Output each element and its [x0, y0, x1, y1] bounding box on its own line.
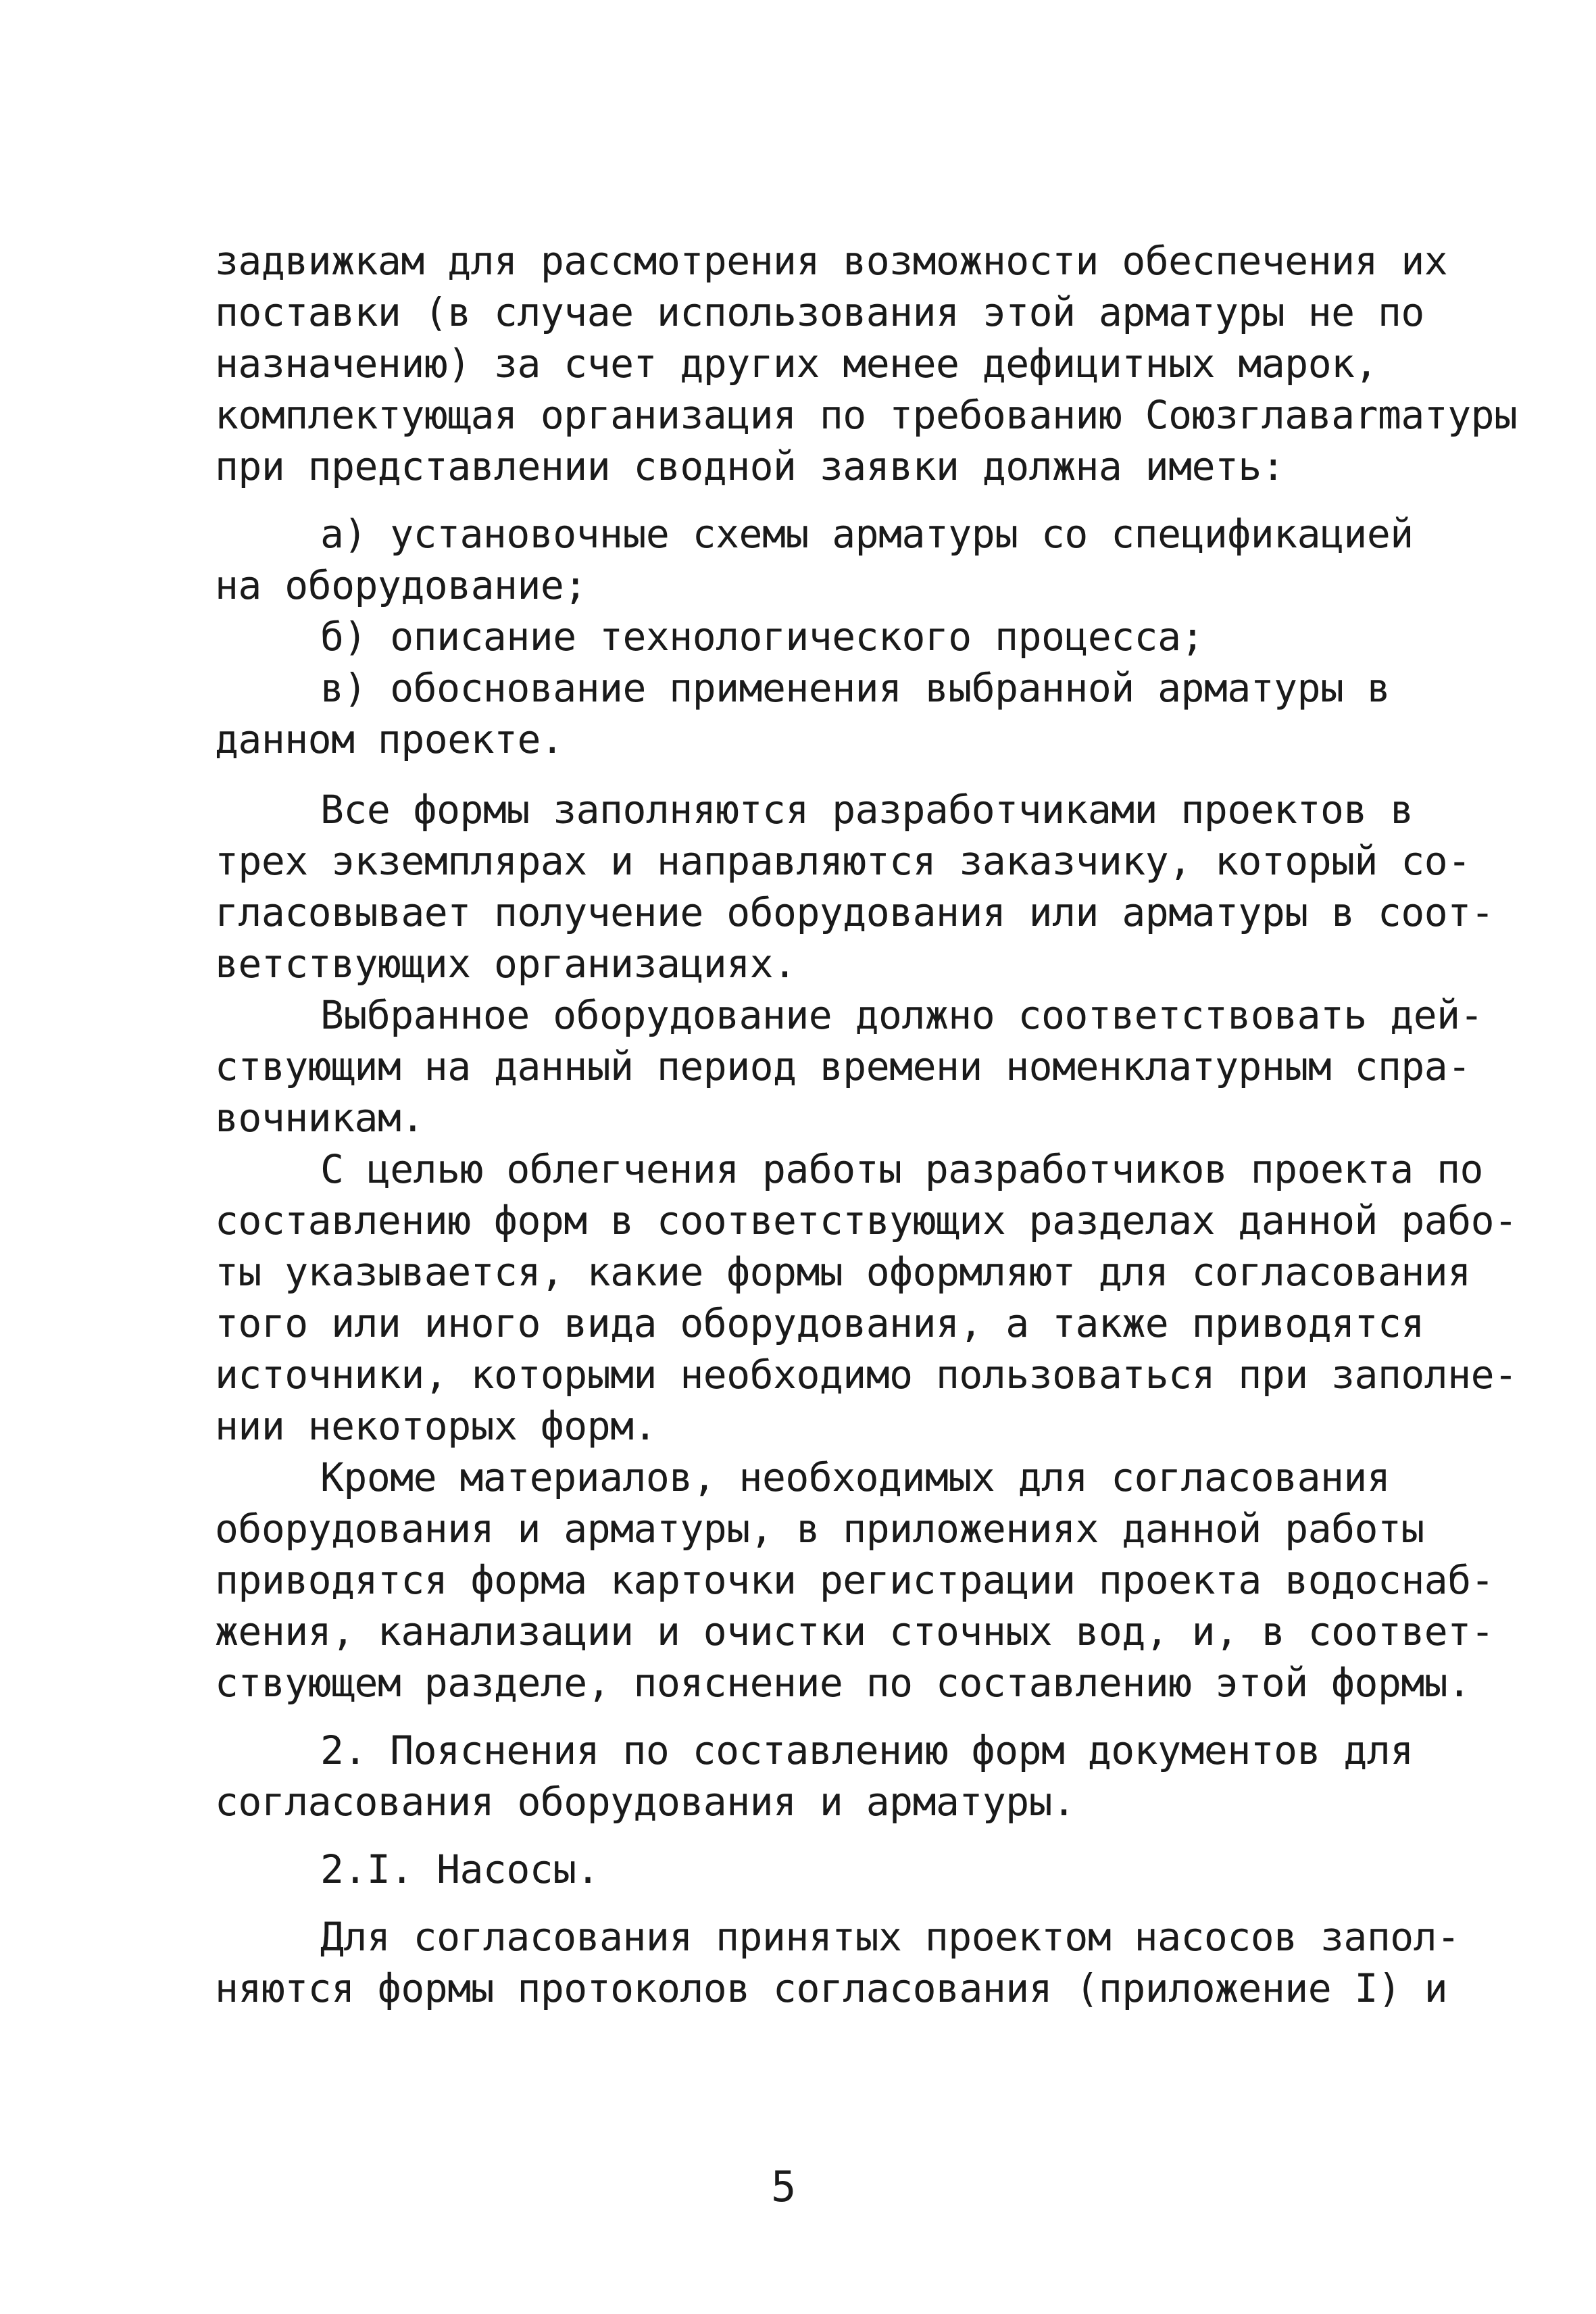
text-line: ветствующих организациях. [215, 941, 797, 987]
text-line: ты указывается, какие формы оформляют для согласования [215, 1249, 1471, 1295]
section-heading-cont: согласования оборудования и арматуры. [215, 1779, 1076, 1825]
paragraph-start: Кроме материалов, необходимых для согласования [320, 1454, 1391, 1500]
paragraph-start: Все формы заполняются разработчиками проектов в [320, 787, 1414, 833]
paragraph-start: Для согласования принятых проектом насосов запол- [320, 1914, 1460, 1960]
text-line: гласовывает получение оборудования или арматуры в соот- [215, 889, 1495, 935]
paragraph-start: Выбранное оборудование должно соответствовать дей- [320, 992, 1483, 1038]
text-line: ствующим на данный период времени номенклатурным спра- [215, 1043, 1471, 1089]
text-line: того или иного вида оборудования, а также приводятся [215, 1300, 1424, 1346]
section-heading: 2. Пояснения по составлению форм документов для [320, 1727, 1414, 1773]
text-line: трех экземплярах и направляются заказчику, который со- [215, 838, 1471, 884]
subsection-heading: 2.I. Насосы. [320, 1846, 600, 1892]
text-line: ствующем разделе, пояснение по составлению этой формы. [215, 1660, 1471, 1706]
text-line: оборудования и арматуры, в приложениях данной работы [215, 1506, 1424, 1552]
text-line: поставки (в случае использования этой арматуры не по [215, 289, 1424, 335]
text-line: няются формы протоколов согласования (приложение I) и [215, 1965, 1448, 2011]
page-number: 5 [771, 2162, 797, 2211]
text-line: назначению) за счет других менее дефицитных марок, [215, 341, 1378, 387]
text-line: приводятся форма карточки регистрации проекта водоснаб- [215, 1557, 1495, 1603]
list-item-b: б) описание технологического процесса; [320, 614, 1204, 660]
paragraph-start: С целью облегчения работы разработчиков проекта по [320, 1146, 1483, 1192]
text-line: вочникам. [215, 1095, 424, 1141]
text-line: источники, которыми необходимо пользоваться при заполне- [215, 1352, 1518, 1398]
text-line: при представлении сводной заявки должна иметь: [215, 443, 1285, 489]
text-line: жения, канализации и очистки сточных вод, и, в соответ- [215, 1608, 1495, 1654]
list-item-a: а) установочные схемы арматуры со спецификацией [320, 511, 1414, 557]
text-line: комплектующая организация по требованию Союзглавarmатуры [215, 392, 1518, 438]
text-line: данном проекте. [215, 716, 564, 762]
list-item-v: в) обоснование применения выбранной арматуры в [320, 665, 1391, 711]
text-line: на оборудование; [215, 562, 587, 608]
text-line: составлению форм в соответствующих разделах данной рабо- [215, 1198, 1518, 1244]
text-line: задвижкам для рассмотрения возможности обеспечения их [215, 238, 1448, 284]
text-line: нии некоторых форм. [215, 1403, 657, 1449]
